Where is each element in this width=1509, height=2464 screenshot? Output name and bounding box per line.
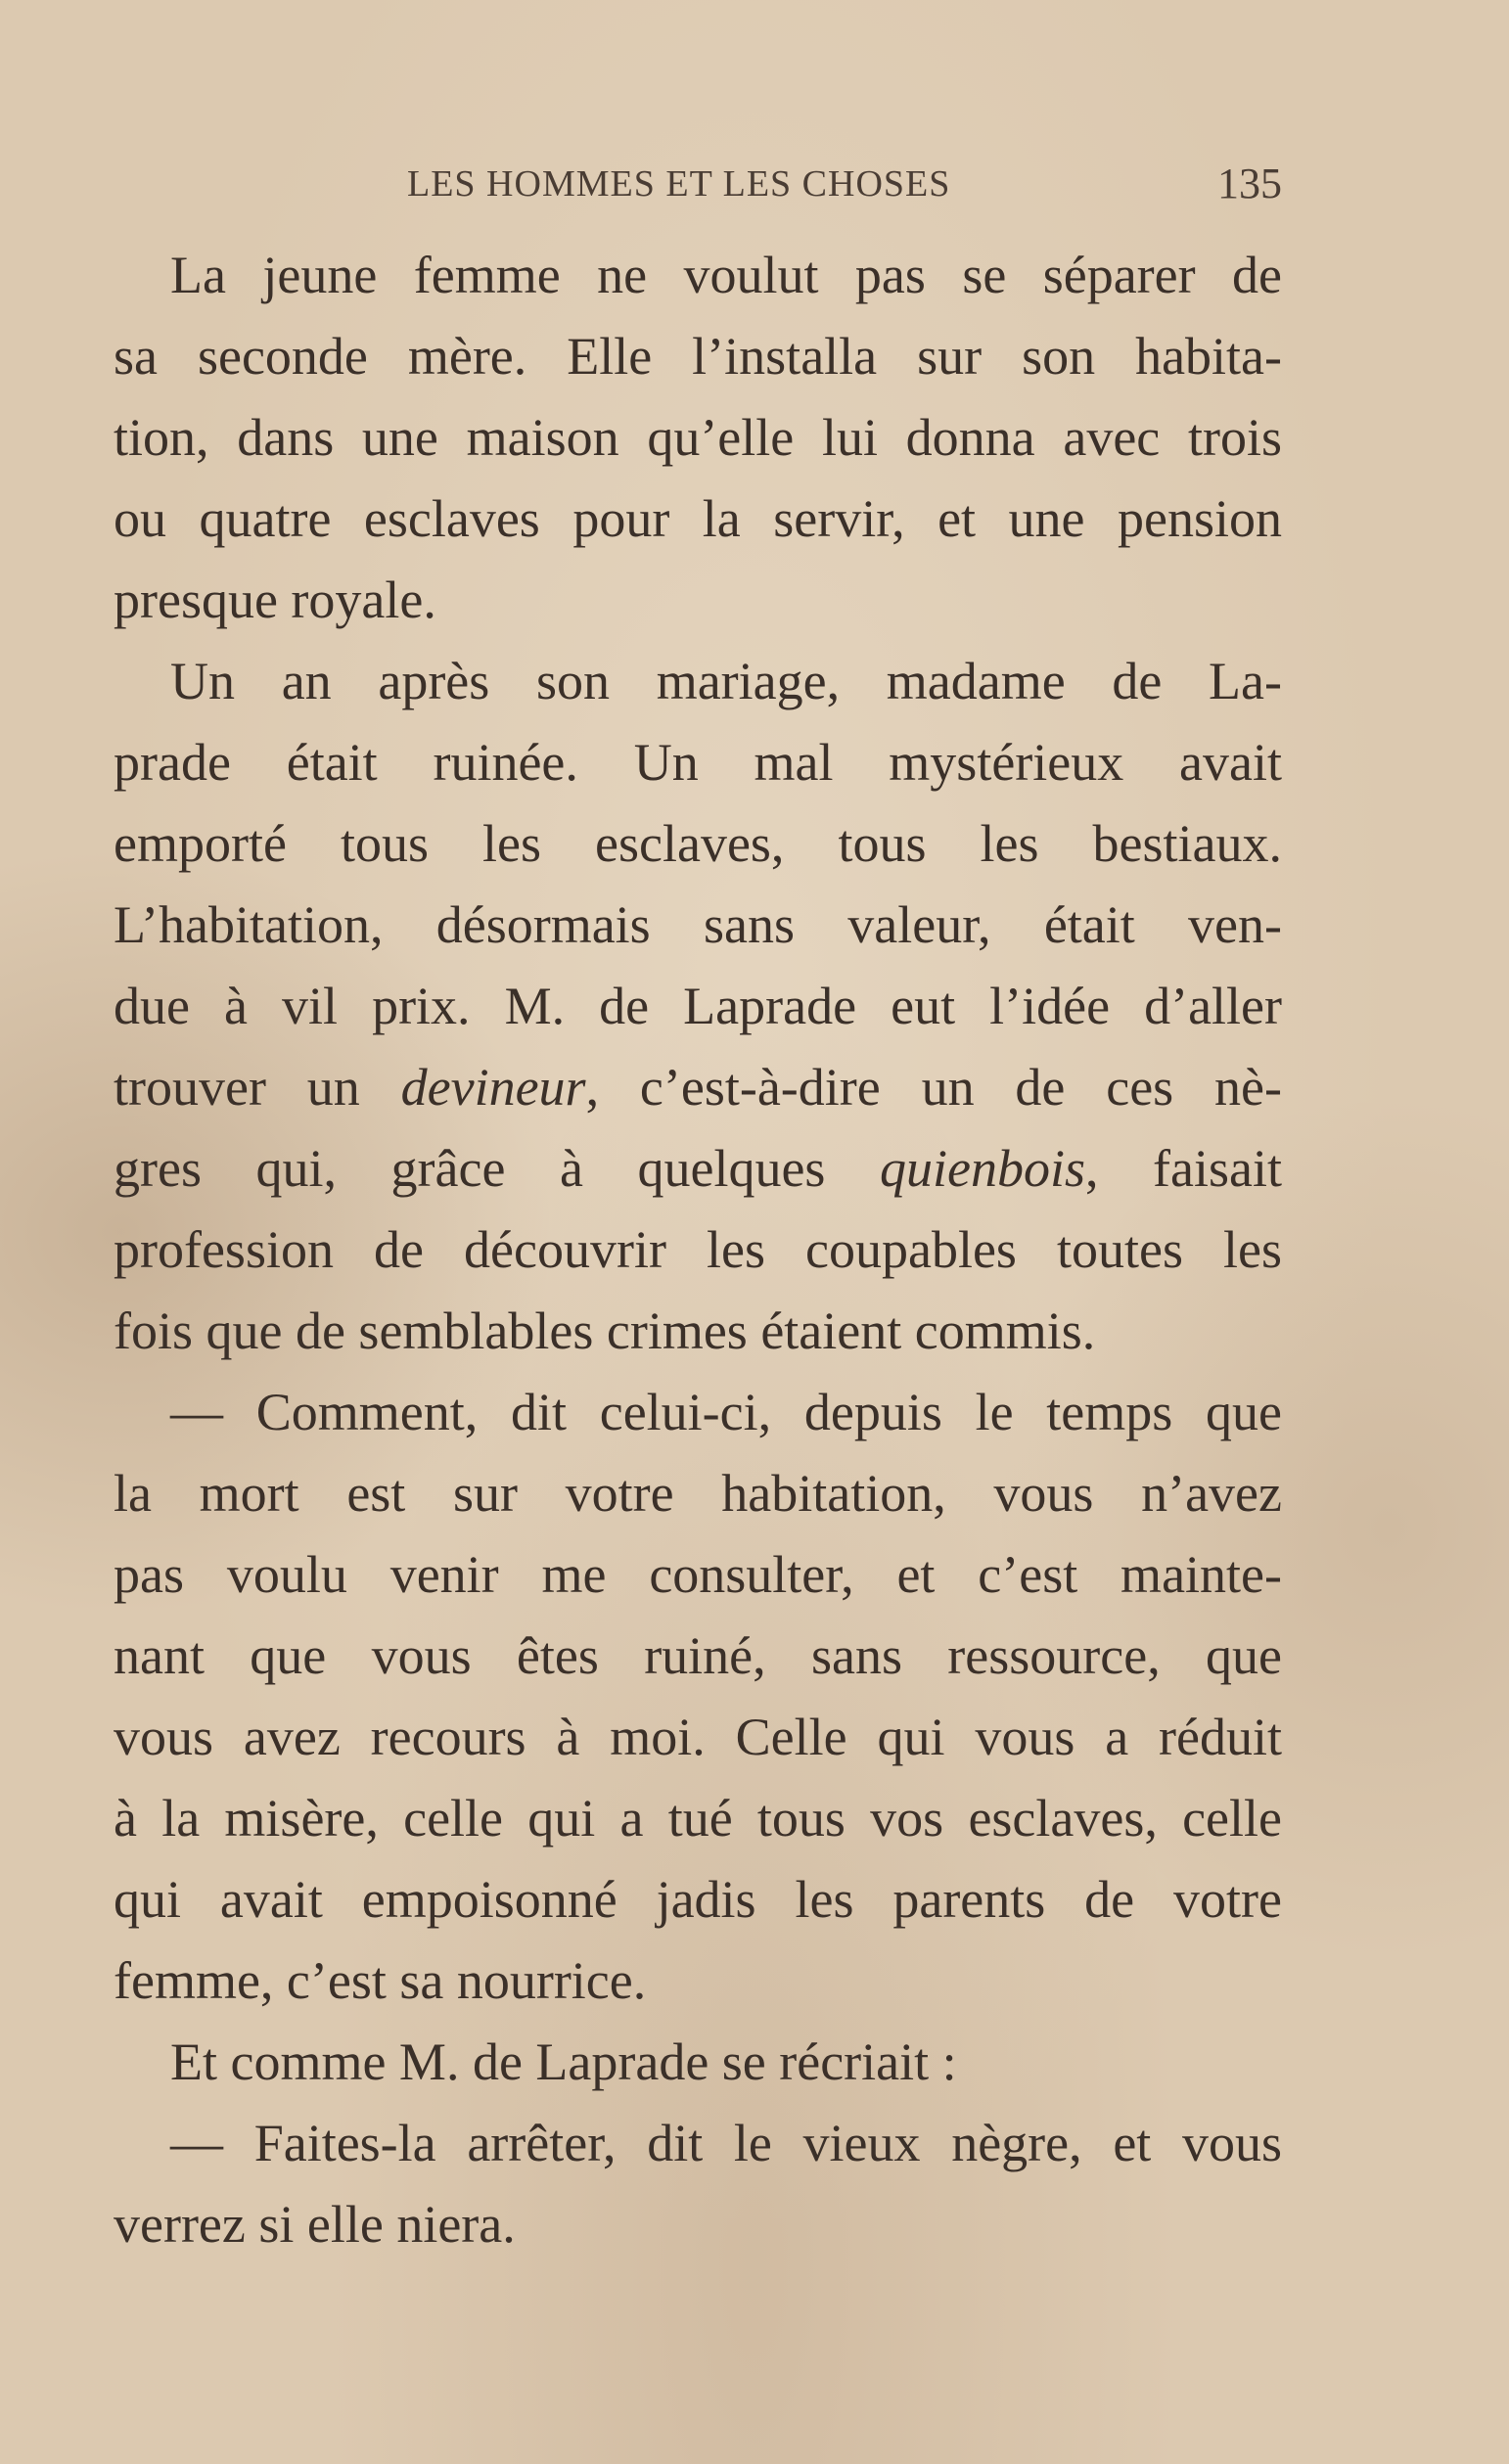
line-text: trouver un <box>114 1058 401 1117</box>
text-line: pas voulu venir me consulter, et c’est mainte- <box>114 1545 1282 1604</box>
italic-term: devineur <box>400 1058 586 1117</box>
text-line: presque royale. <box>114 570 436 629</box>
text-line: profession de découvrir les coupables toutes les <box>114 1220 1282 1279</box>
text-line: Un an après son mariage, madame de La- <box>170 652 1282 710</box>
text-line: — Faites-la arrêter, dit le vieux nègre, et vous <box>170 2114 1282 2172</box>
text-line: vous avez recours à moi. Celle qui vous a réduit <box>114 1708 1282 1766</box>
line-text: , faisait <box>1085 1139 1282 1198</box>
body-text <box>114 235 1282 2265</box>
text-line: emporté tous les esclaves, tous les bestiaux. <box>114 814 1282 873</box>
text-line: nant que vous êtes ruiné, sans ressource, que <box>114 1626 1282 1685</box>
running-title: LES HOMMES ET LES CHOSES <box>407 163 951 205</box>
text-line <box>114 1128 1282 1209</box>
text-line: prade était ruinée. Un mal mystérieux avait <box>114 733 1282 792</box>
text-line: femme, c’est sa nourrice. <box>114 1951 647 2010</box>
text-line: verrez si elle niera. <box>114 2195 516 2254</box>
text-line: sa seconde mère. Elle l’installa sur son habita- <box>114 327 1282 386</box>
text-line: tion, dans une maison qu’elle lui donna avec trois <box>114 408 1282 467</box>
text-line: fois que de semblables crimes étaient commis. <box>114 1301 1096 1360</box>
line-text: , c’est-à-dire un de ces nè- <box>585 1058 1282 1117</box>
text-line: ou quatre esclaves pour la servir, et une pension <box>114 489 1282 548</box>
italic-term: quienbois <box>880 1139 1085 1198</box>
line-text: gres qui, grâce à quelques <box>114 1139 880 1198</box>
text-line: à la misère, celle qui a tué tous vos esclaves, celle <box>114 1789 1282 1848</box>
running-head <box>114 162 1282 211</box>
text-line: La jeune femme ne voulut pas se séparer de <box>170 246 1282 304</box>
text-line: qui avait empoisonné jadis les parents de votre <box>114 1870 1282 1929</box>
page-number: 135 <box>1217 160 1282 207</box>
text-line: L’habitation, désormais sans valeur, était ven- <box>114 895 1282 954</box>
text-line: — Comment, dit celui-ci, depuis le temps que <box>170 1383 1282 1441</box>
text-line: Et comme M. de Laprade se récriait : <box>170 2032 957 2091</box>
text-line: la mort est sur votre habitation, vous n’avez <box>114 1464 1282 1523</box>
text-line <box>114 1047 1282 1128</box>
text-line: due à vil prix. M. de Laprade eut l’idée d’aller <box>114 977 1282 1035</box>
